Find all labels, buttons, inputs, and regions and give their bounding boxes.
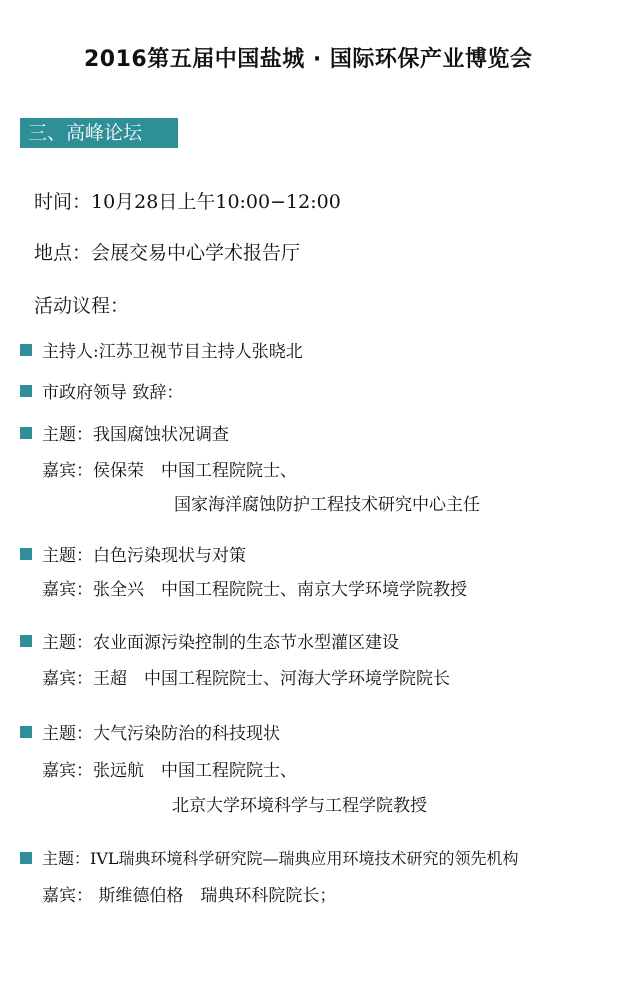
agenda-topic — [20, 719, 280, 744]
topic-guest: 嘉宾：张全兴 中国工程院院士、南京大学环境学院教授 — [42, 580, 467, 600]
topic-guest: 嘉宾：侯保荣 中国工程院院士、 — [42, 461, 297, 481]
page-title: 2016第五届中国盐城 · 国际环保产业博览会 — [84, 47, 533, 72]
square-bullet-icon — [20, 427, 32, 439]
square-bullet-icon — [20, 344, 32, 356]
agenda-item-text: 市政府领导 致辞： — [42, 383, 184, 403]
agenda-topic — [20, 628, 399, 653]
square-bullet-icon — [20, 852, 32, 864]
agenda-topic — [20, 420, 229, 445]
topic-text: 主题：农业面源污染控制的生态节水型灌区建设 — [42, 633, 399, 653]
event-time: 时间：10月28日上午10:00−12:00 — [34, 191, 341, 213]
section-heading-badge: 三、高峰论坛 — [20, 118, 178, 148]
square-bullet-icon — [20, 385, 32, 397]
square-bullet-icon — [20, 726, 32, 738]
square-bullet-icon — [20, 635, 32, 647]
agenda-item-leader — [20, 378, 183, 403]
topic-guest: 嘉宾： 斯维德伯格 瑞典环科院院长； — [42, 886, 337, 906]
topic-text: 主题：大气污染防治的科技现状 — [42, 724, 280, 744]
agenda-topic — [20, 541, 246, 566]
topic-guest-continuation: 北京大学环境科学与工程学院教授 — [172, 796, 427, 816]
topic-text: 主题：我国腐蚀状况调查 — [42, 425, 229, 445]
topic-guest: 嘉宾：张远航 中国工程院院士、 — [42, 761, 297, 781]
event-location: 地点：会展交易中心学术报告厅 — [34, 242, 301, 264]
topic-text: 主题：IVL瑞典环境科学研究院—瑞典应用环境技术研究的领先机构 — [42, 849, 519, 868]
agenda-item-text: 主持人:江苏卫视节目主持人张晓北 — [42, 342, 303, 362]
square-bullet-icon — [20, 548, 32, 560]
topic-guest-continuation: 国家海洋腐蚀防护工程技术研究中心主任 — [174, 495, 480, 515]
agenda-item-host — [20, 337, 303, 362]
agenda-heading: 活动议程： — [34, 295, 130, 317]
topic-text: 主题：白色污染现状与对策 — [42, 546, 246, 566]
agenda-topic — [20, 846, 519, 869]
topic-guest: 嘉宾：王超 中国工程院院士、河海大学环境学院院长 — [42, 669, 450, 689]
